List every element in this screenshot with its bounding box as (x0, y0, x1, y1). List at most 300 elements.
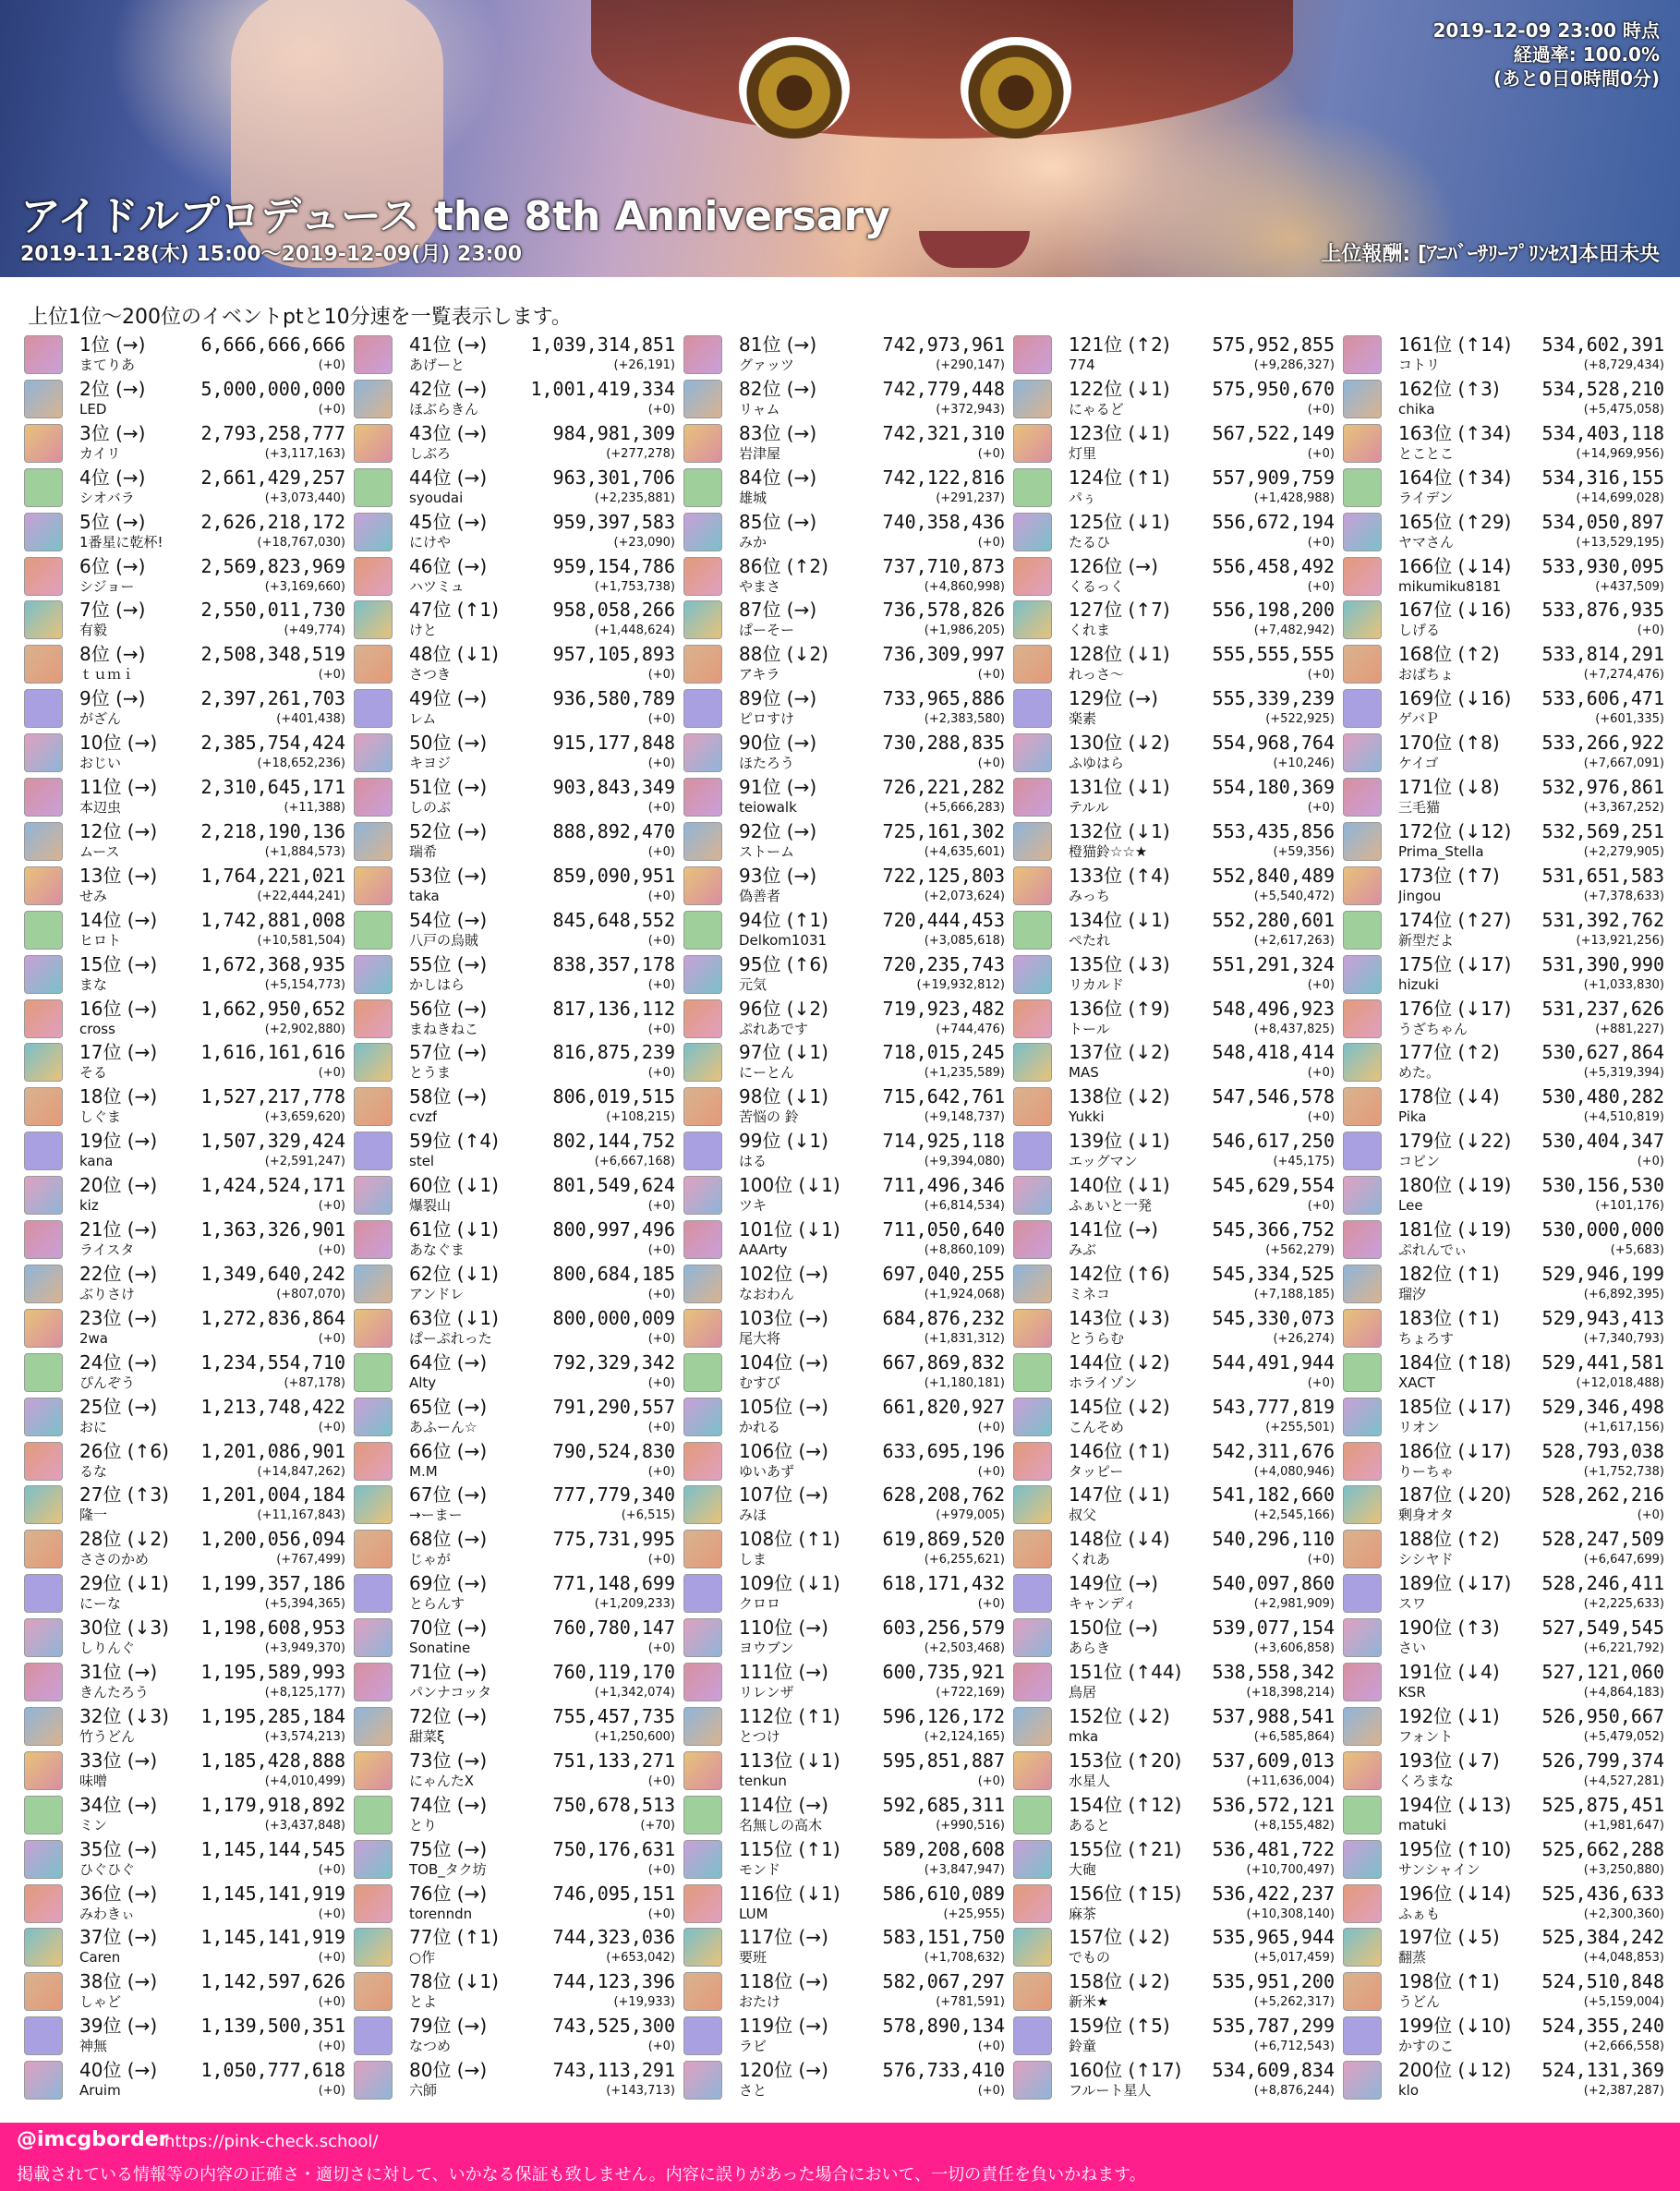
ten-minute-speed: (+11,167,843) (257, 1508, 345, 1523)
rank-label: 125位 (↓1) (1069, 510, 1170, 533)
snapshot-info (1432, 18, 1660, 91)
rank-label: 6位 (→) (79, 554, 146, 577)
event-points: 722,125,803 (882, 864, 1005, 887)
event-points: 551,291,324 (1212, 952, 1335, 975)
event-points: 718,015,245 (882, 1041, 1005, 1064)
event-points: 777,779,340 (552, 1483, 675, 1507)
idol-avatar (683, 955, 722, 994)
ranking-entry (24, 1262, 355, 1306)
rank-label: 95位 (↑6) (739, 952, 828, 975)
rank-label: 189位 (↓17) (1398, 1572, 1512, 1595)
ten-minute-speed: (+0) (318, 668, 345, 683)
idol-avatar (24, 557, 63, 596)
ten-minute-speed: (+6,892,395) (1583, 1287, 1664, 1301)
ten-minute-speed: (+1,235,589) (924, 1066, 1005, 1081)
producer-name: 瑠汐 (1398, 1285, 1427, 1302)
ranking-entry (1013, 1217, 1344, 1262)
idol-avatar (354, 1485, 393, 1524)
idol-avatar (1343, 911, 1382, 950)
producer-name: Alty (409, 1374, 437, 1391)
ranking-grid (24, 333, 1668, 2115)
event-points: 800,000,009 (552, 1306, 675, 1329)
rank-label: 89位 (→) (739, 687, 817, 710)
ranking-entry (1013, 1527, 1344, 1571)
ten-minute-speed: (+10,308,140) (1246, 1907, 1335, 1921)
rank-label: 177位 (↑2) (1398, 1041, 1500, 1064)
ten-minute-speed: (+26,274) (1273, 1331, 1335, 1346)
ranking-entry (24, 1749, 355, 1793)
rank-label: 110位 (→) (739, 1616, 828, 1640)
producer-name: ひぐひぐ (79, 1860, 136, 1878)
ten-minute-speed: (+6,515) (621, 1508, 675, 1523)
event-points: 543,777,819 (1212, 1395, 1335, 1418)
ten-minute-speed: (+3,847,947) (924, 1862, 1005, 1877)
idol-avatar (24, 513, 63, 551)
rank-label: 88位 (↓2) (739, 643, 828, 666)
ranking-entry (1013, 1040, 1344, 1084)
rank-label: 85位 (→) (739, 510, 817, 533)
ranking-entry (1343, 1262, 1674, 1306)
idol-avatar (1013, 778, 1052, 817)
event-points: 2,508,348,519 (200, 643, 345, 666)
event-points: 525,662,288 (1541, 1837, 1664, 1860)
idol-avatar (1343, 2016, 1382, 2055)
producer-name: 鈴童 (1069, 2038, 1097, 2055)
event-points: 545,334,525 (1212, 1262, 1335, 1285)
rank-label: 80位 (→) (409, 2059, 488, 2082)
idol-avatar (24, 1309, 63, 1348)
producer-name: 名無しの高木 (739, 1816, 823, 1834)
ranking-entry (1013, 864, 1344, 908)
ten-minute-speed: (+22,444,241) (257, 889, 345, 903)
producer-name: 味噌 (79, 1772, 108, 1789)
producer-name: タッピー (1069, 1462, 1124, 1480)
producer-name: そる (79, 1064, 108, 1082)
idol-avatar (354, 2061, 393, 2100)
ten-minute-speed: (+0) (647, 933, 675, 948)
producer-name: stel (409, 1153, 435, 1170)
ranking-entry (683, 819, 1014, 864)
ten-minute-speed: (+0) (1637, 1508, 1664, 1523)
idol-avatar (1013, 1796, 1052, 1834)
ranking-entry (24, 1837, 355, 1882)
idol-avatar (1013, 1220, 1052, 1259)
producer-name: リカルド (1069, 975, 1124, 993)
ranking-entry (1013, 642, 1344, 686)
event-points: 539,077,154 (1212, 1616, 1335, 1640)
producer-name: まてりあ (79, 357, 136, 373)
idol-avatar (24, 1132, 63, 1170)
ten-minute-speed: (+3,250,880) (1583, 1862, 1664, 1877)
ten-minute-speed: (+2,235,881) (594, 490, 675, 505)
event-points: 536,481,722 (1212, 1837, 1335, 1860)
rank-label: 97位 (↓1) (739, 1041, 828, 1064)
remaining-time: (あと0日0時間0分) (1493, 67, 1660, 90)
rank-label: 158位 (↓2) (1069, 1970, 1170, 1993)
producer-name: 774 (1069, 357, 1095, 373)
rank-label: 69位 (→) (409, 1572, 488, 1595)
ranking-entry (24, 598, 355, 642)
event-points: 915,177,848 (552, 732, 675, 755)
idol-avatar (354, 424, 393, 463)
ten-minute-speed: (+14,847,262) (257, 1464, 345, 1479)
idol-avatar (354, 1043, 393, 1082)
idol-avatar (1343, 1398, 1382, 1436)
idol-avatar (1343, 1663, 1382, 1701)
ranking-entry (683, 1129, 1014, 1173)
site-url-link[interactable]: https://pink-check.school/ (164, 2132, 379, 2151)
event-points: 628,208,762 (882, 1483, 1005, 1507)
ranking-entry (1013, 908, 1344, 952)
producer-name: くるっく (1069, 577, 1125, 595)
event-points: 733,965,886 (882, 687, 1005, 710)
ten-minute-speed: (+2,545,166) (1253, 1508, 1335, 1523)
ranking-entry (683, 1262, 1014, 1306)
ranking-entry (1013, 1084, 1344, 1129)
event-points: 730,288,835 (882, 732, 1005, 755)
idol-avatar (683, 424, 722, 463)
producer-name: じゃが (409, 1551, 452, 1568)
producer-name: 要班 (739, 1949, 767, 1967)
idol-avatar (354, 1220, 393, 1259)
rank-label: 16位 (→) (79, 997, 158, 1020)
idol-avatar (1013, 1265, 1052, 1303)
idol-avatar (354, 1663, 393, 1701)
ranking-entry (354, 1173, 684, 1217)
event-points: 600,735,921 (882, 1661, 1005, 1683)
idol-avatar (354, 1574, 393, 1613)
rank-label: 5位 (→) (79, 510, 146, 533)
ranking-column (354, 333, 684, 2115)
idol-avatar (24, 1751, 63, 1790)
ten-minute-speed: (+0) (647, 889, 675, 903)
producer-name: 翻蒸 (1398, 1949, 1427, 1967)
banner-art-mouth (919, 231, 1030, 268)
idol-avatar (24, 335, 63, 374)
twitter-handle[interactable]: @imcgborder (17, 2128, 169, 2151)
event-points: 790,524,830 (552, 1439, 675, 1462)
ranking-entry (1343, 1040, 1674, 1084)
rank-label: 114位 (→) (739, 1793, 828, 1816)
ten-minute-speed: (+4,527,281) (1583, 1773, 1664, 1788)
producer-name: みっち (1069, 887, 1111, 904)
event-points: 743,525,300 (552, 2015, 675, 2038)
ranking-entry (354, 1439, 684, 1483)
ranking-entry (354, 1084, 684, 1129)
ten-minute-speed: (+0) (977, 1420, 1005, 1434)
ten-minute-speed: (+0) (977, 535, 1005, 550)
ranking-entry (1013, 819, 1344, 864)
idol-avatar (1343, 1751, 1382, 1790)
producer-name: うどん (1398, 1993, 1441, 2011)
producer-name: ほぶらきん (409, 400, 479, 418)
idol-avatar (354, 1309, 393, 1348)
rank-label: 136位 (↑9) (1069, 997, 1170, 1020)
producer-name: 楽素 (1069, 710, 1097, 728)
event-points: 528,793,038 (1541, 1439, 1664, 1462)
ten-minute-speed: (+11,388) (284, 801, 345, 815)
ten-minute-speed: (+0) (977, 668, 1005, 683)
idol-avatar (1013, 1530, 1052, 1568)
producer-name: 大砲 (1069, 1860, 1097, 1878)
idol-avatar (354, 955, 393, 994)
idol-avatar (1343, 733, 1382, 772)
event-points: 533,814,291 (1541, 643, 1664, 666)
ranking-entry (683, 1483, 1014, 1527)
idol-avatar (1013, 1663, 1052, 1701)
ranking-entry (683, 1040, 1014, 1084)
ten-minute-speed: (+0) (318, 402, 345, 417)
producer-name: AAArty (739, 1241, 788, 1258)
event-points: 542,311,676 (1212, 1439, 1335, 1462)
idol-avatar (24, 1176, 63, 1215)
ranking-entry (1343, 1173, 1674, 1217)
rank-label: 70位 (→) (409, 1616, 488, 1640)
idol-avatar (1013, 1043, 1052, 1082)
producer-name: 瑞希 (409, 842, 438, 860)
rank-label: 135位 (↓3) (1069, 952, 1170, 975)
idol-avatar (1013, 1618, 1052, 1657)
ten-minute-speed: (+7,188,185) (1253, 1287, 1335, 1301)
event-points: 531,651,583 (1541, 864, 1664, 887)
rank-label: 119位 (→) (739, 2015, 828, 2038)
rank-label: 76位 (→) (409, 1882, 488, 1905)
producer-name: がざん (79, 710, 122, 728)
producer-name: まねきねこ (409, 1020, 479, 1037)
ranking-entry (354, 1704, 684, 1749)
producer-name: おに (79, 1418, 108, 1435)
event-points: 1,201,086,901 (200, 1439, 345, 1462)
rank-label: 78位 (↓1) (409, 1970, 499, 1993)
producer-name: カイリ (79, 444, 121, 462)
producer-name: MAS (1069, 1064, 1099, 1082)
rank-label: 197位 (↓5) (1398, 1926, 1500, 1949)
event-points: 959,154,786 (552, 554, 675, 577)
rank-label: 173位 (↑7) (1398, 864, 1500, 887)
ten-minute-speed: (+18,652,236) (257, 757, 345, 771)
ranking-column (683, 333, 1014, 2115)
rank-label: 138位 (↓2) (1069, 1085, 1170, 1108)
ten-minute-speed: (+6,814,534) (924, 1199, 1005, 1214)
event-points: 534,609,834 (1212, 2059, 1335, 2082)
idol-avatar (24, 733, 63, 772)
producer-name: トール (1069, 1020, 1110, 1037)
idol-avatar (1013, 911, 1052, 950)
ranking-entry (354, 952, 684, 997)
rank-label: 29位 (↓1) (79, 1572, 169, 1595)
producer-name: 八戸の烏賊 (409, 931, 479, 949)
idol-avatar (354, 1442, 393, 1481)
event-points: 589,208,608 (882, 1837, 1005, 1860)
producer-name: LUM (739, 1905, 768, 1922)
ten-minute-speed: (+2,300,360) (1583, 1907, 1664, 1921)
rank-label: 94位 (↑1) (739, 908, 828, 931)
rank-label: 14位 (→) (79, 908, 158, 931)
event-points: 760,780,147 (552, 1616, 675, 1640)
producer-name: ふぁも (1398, 1905, 1441, 1922)
rank-label: 181位 (↓19) (1398, 1218, 1512, 1241)
event-points: 2,626,218,172 (200, 510, 345, 533)
rank-label: 178位 (↓4) (1398, 1085, 1500, 1108)
event-points: 1,272,836,864 (200, 1306, 345, 1329)
ten-minute-speed: (+5,540,472) (1253, 889, 1335, 903)
ten-minute-speed: (+49,774) (284, 623, 345, 638)
ranking-entry (683, 1350, 1014, 1395)
idol-avatar (683, 1087, 722, 1126)
producer-name: tenkun (739, 1772, 787, 1789)
producer-name: 苦悩の 鈴 (739, 1108, 799, 1126)
ranking-entry (1013, 1395, 1344, 1439)
idol-avatar (1343, 513, 1382, 551)
event-points: 750,678,513 (552, 1793, 675, 1816)
ranking-entry (1013, 466, 1344, 510)
event-points: 575,950,670 (1212, 377, 1335, 400)
event-points: 531,237,626 (1541, 997, 1664, 1020)
ranking-entry (354, 686, 684, 731)
producer-name: しぐま (79, 1108, 122, 1126)
ten-minute-speed: (+7,274,476) (1583, 668, 1664, 683)
rank-label: 147位 (↓1) (1069, 1483, 1170, 1507)
idol-avatar (683, 1265, 722, 1303)
event-points: 556,672,194 (1212, 510, 1335, 533)
producer-name: でもの (1069, 1949, 1111, 1967)
idol-avatar (354, 822, 393, 861)
rank-label: 27位 (↑3) (79, 1483, 169, 1507)
rank-label: 105位 (→) (739, 1395, 828, 1418)
rank-label: 34位 (→) (79, 1793, 158, 1816)
producer-name: さと (739, 2082, 767, 2100)
event-points: 1,507,329,424 (200, 1130, 345, 1153)
ranking-entry (354, 775, 684, 819)
rank-label: 84位 (→) (739, 466, 817, 489)
rank-label: 23位 (→) (79, 1306, 158, 1329)
idol-avatar (1013, 468, 1052, 507)
rank-label: 22位 (→) (79, 1262, 158, 1285)
ranking-entry (683, 1704, 1014, 1749)
ten-minute-speed: (+45,175) (1273, 1155, 1335, 1169)
ranking-entry (24, 1925, 355, 1969)
producer-name: リレンザ (739, 1684, 794, 1701)
idol-avatar (683, 1796, 722, 1834)
rank-label: 193位 (↓7) (1398, 1749, 1500, 1772)
ten-minute-speed: (+437,509) (1595, 579, 1664, 594)
event-points: 1,179,918,892 (200, 1793, 345, 1816)
ten-minute-speed: (+0) (1307, 1553, 1335, 1568)
idol-avatar (683, 1353, 722, 1392)
ranking-entry (1343, 421, 1674, 466)
event-points: 1,185,428,888 (200, 1749, 345, 1772)
rank-label: 160位 (↑17) (1069, 2059, 1182, 2082)
rank-label: 56位 (→) (409, 997, 488, 1020)
event-points: 743,113,291 (552, 2059, 675, 2082)
event-points: 534,050,897 (1541, 510, 1664, 533)
ranking-entry (683, 908, 1014, 952)
producer-name: まな (79, 975, 108, 993)
idol-avatar (1343, 380, 1382, 418)
producer-name: クロロ (739, 1595, 781, 1613)
ten-minute-speed: (+8,125,177) (264, 1686, 345, 1700)
rank-label: 159位 (↑5) (1069, 2015, 1170, 2038)
producer-name: せみ (79, 887, 108, 904)
event-points: 537,609,013 (1212, 1749, 1335, 1772)
idol-avatar (24, 1442, 63, 1481)
idol-avatar (683, 1530, 722, 1568)
event-points: 530,480,282 (1541, 1085, 1664, 1108)
ranking-entry (683, 1439, 1014, 1483)
producer-name: にゃるど (1069, 400, 1124, 418)
event-points: 528,247,509 (1541, 1528, 1664, 1551)
producer-name: パぅ (1069, 489, 1097, 506)
producer-name: 叔父 (1069, 1507, 1097, 1524)
ranking-entry (354, 864, 684, 908)
event-points: 1,234,554,710 (200, 1350, 345, 1374)
rank-label: 17位 (→) (79, 1041, 158, 1064)
ten-minute-speed: (+0) (318, 1951, 345, 1966)
ranking-entry (354, 510, 684, 554)
ten-minute-speed: (+8,437,825) (1253, 1022, 1335, 1036)
ranking-entry (1013, 510, 1344, 554)
event-points: 802,144,752 (552, 1130, 675, 1153)
idol-avatar (1343, 1087, 1382, 1126)
event-points: 806,019,515 (552, 1085, 675, 1108)
ranking-entry (683, 333, 1014, 377)
rank-label: 1位 (→) (79, 333, 146, 356)
ten-minute-speed: (+2,666,558) (1583, 2040, 1664, 2054)
producer-name: けと (409, 622, 438, 639)
event-period: 2019-11-28(木) 15:00～2019-12-09(月) 23:00 (20, 243, 523, 266)
ranking-entry (683, 1306, 1014, 1350)
producer-name: みほ (739, 1507, 767, 1524)
rank-label: 116位 (↓1) (739, 1882, 840, 1905)
banner-art-right-eye (961, 37, 1071, 139)
ranking-entry (354, 1571, 684, 1616)
event-points: 792,329,342 (552, 1350, 675, 1374)
rank-label: 83位 (→) (739, 421, 817, 444)
ranking-entry (1013, 377, 1344, 421)
event-points: 1,198,608,953 (200, 1616, 345, 1640)
idol-avatar (24, 1087, 63, 1126)
ten-minute-speed: (+401,438) (276, 712, 345, 727)
producer-name: ハツミュ (409, 577, 465, 595)
ten-minute-speed: (+25,955) (943, 1907, 1005, 1921)
rank-label: 24位 (→) (79, 1350, 158, 1374)
ten-minute-speed: (+0) (647, 1375, 675, 1390)
banner-art-hair (591, 0, 1293, 139)
event-points: 545,629,554 (1212, 1174, 1335, 1197)
producer-name: とうらむ (1069, 1329, 1125, 1347)
ranking-entry (1343, 1616, 1674, 1660)
idol-avatar (24, 1220, 63, 1259)
rank-label: 31位 (→) (79, 1661, 158, 1683)
rank-label: 175位 (↓17) (1398, 952, 1512, 975)
ten-minute-speed: (+0) (977, 446, 1005, 461)
ten-minute-speed: (+1,250,600) (594, 1729, 675, 1744)
idol-avatar (24, 911, 63, 950)
header-banner (0, 0, 1680, 277)
event-points: 1,201,004,184 (200, 1483, 345, 1507)
ten-minute-speed: (+1,884,573) (264, 844, 345, 859)
ten-minute-speed: (+0) (1307, 1375, 1335, 1390)
idol-avatar (683, 2061, 722, 2100)
producer-name: とり (409, 1816, 438, 1834)
producer-name: mikumiku8181 (1398, 577, 1502, 595)
rank-label: 187位 (↓20) (1398, 1483, 1512, 1507)
idol-avatar (1343, 645, 1382, 684)
producer-name: hizuki (1398, 975, 1439, 993)
ten-minute-speed: (+11,636,004) (1246, 1773, 1335, 1788)
ten-minute-speed: (+0) (977, 1597, 1005, 1612)
event-points: 1,195,589,993 (200, 1661, 345, 1683)
